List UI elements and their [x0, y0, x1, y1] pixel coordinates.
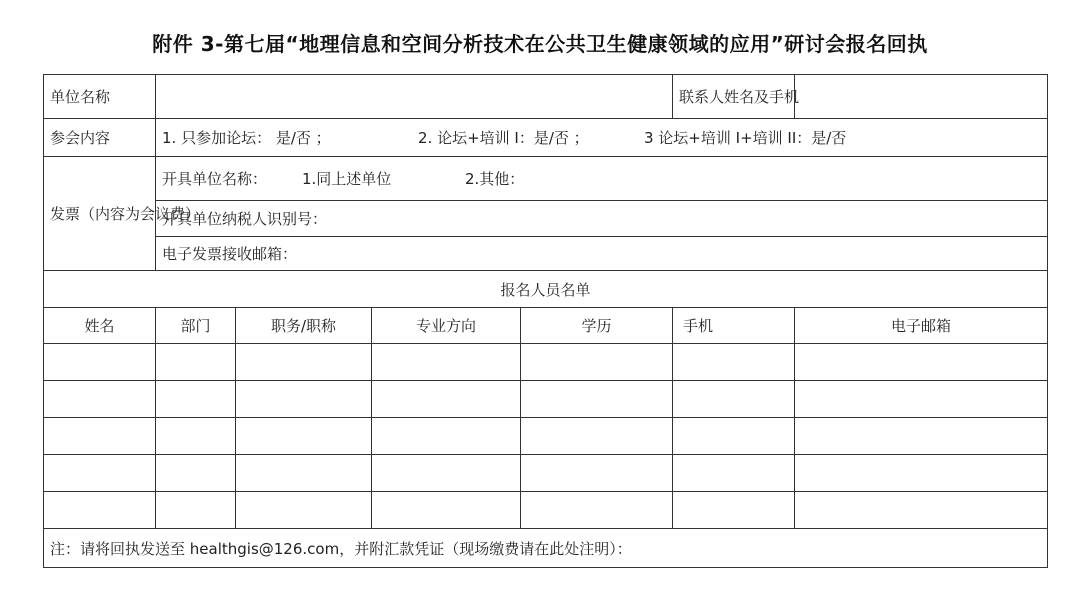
position-cell[interactable] [236, 492, 372, 529]
phone-cell[interactable] [673, 418, 795, 455]
note-row [44, 529, 1048, 568]
invoice-unit-row [44, 157, 1048, 201]
column-header-name: 姓名 [44, 308, 156, 344]
invoice-unit-option-other[interactable]: 2.其他： [465, 170, 525, 188]
column-header-position: 职务/职称 [236, 308, 372, 344]
department-cell[interactable] [156, 455, 236, 492]
invoice-unit-option-same[interactable]: 1.同上述单位 [302, 170, 392, 188]
department-cell[interactable] [156, 381, 236, 418]
unit-row [44, 75, 1048, 119]
name-cell[interactable] [44, 455, 156, 492]
note-text: 注：请将回执发送至 healthgis@126.com，并附汇款凭证（现场缴费请在此处注明）： [44, 529, 1048, 568]
attendance-row [44, 119, 1048, 157]
name-cell[interactable] [44, 418, 156, 455]
taxpayer-id-field[interactable]: 开具单位纳税人识别号： [156, 201, 1048, 237]
table-row [44, 381, 1048, 418]
specialty-cell[interactable] [372, 344, 521, 381]
form-title: 附件 3-第七届“地理信息和空间分析技术在公共卫生健康领域的应用”研讨会报名回执 [152, 32, 928, 56]
phone-cell[interactable] [673, 455, 795, 492]
table-row [44, 418, 1048, 455]
email-cell[interactable] [795, 418, 1048, 455]
specialty-cell[interactable] [372, 455, 521, 492]
phone-cell[interactable] [673, 492, 795, 529]
attendee-list-title: 报名人员名单 [44, 271, 1048, 308]
position-cell[interactable] [236, 381, 372, 418]
name-cell[interactable] [44, 381, 156, 418]
invoice-email-row [44, 237, 1048, 271]
education-cell[interactable] [521, 381, 673, 418]
attendance-option-3[interactable]: 3 论坛+培训 I+培训 II：是/否 [644, 129, 847, 147]
column-header-education: 学历 [521, 308, 673, 344]
name-cell[interactable] [44, 344, 156, 381]
specialty-cell[interactable] [372, 492, 521, 529]
education-cell[interactable] [521, 492, 673, 529]
attendee-header-row [44, 308, 1048, 344]
attendance-options[interactable] [156, 119, 1048, 157]
table-row [44, 455, 1048, 492]
specialty-cell[interactable] [372, 418, 521, 455]
column-header-phone: 手机 [673, 308, 795, 344]
invoice-unit-field[interactable] [156, 157, 1048, 201]
attendance-option-2[interactable]: 2. 论坛+培训 I：是/否 ； [418, 129, 589, 147]
table-row [44, 492, 1048, 529]
department-cell[interactable] [156, 344, 236, 381]
email-cell[interactable] [795, 381, 1048, 418]
attendance-option-1[interactable]: 1. 只参加论坛： 是/否 ； [162, 129, 331, 147]
unit-name-label: 单位名称 [44, 75, 156, 119]
name-cell[interactable] [44, 492, 156, 529]
education-cell[interactable] [521, 418, 673, 455]
phone-cell[interactable] [673, 344, 795, 381]
email-cell[interactable] [795, 455, 1048, 492]
attendance-label: 参会内容 [44, 119, 156, 157]
unit-name-field[interactable] [156, 75, 673, 119]
attendee-list-title-row [44, 271, 1048, 308]
table-row [44, 344, 1048, 381]
invoice-unit-label: 开具单位名称： [162, 170, 268, 188]
position-cell[interactable] [236, 418, 372, 455]
column-header-specialty: 专业方向 [372, 308, 521, 344]
education-cell[interactable] [521, 455, 673, 492]
invoice-email-field[interactable]: 电子发票接收邮箱： [156, 237, 1048, 271]
email-cell[interactable] [795, 344, 1048, 381]
column-header-department: 部门 [156, 308, 236, 344]
department-cell[interactable] [156, 492, 236, 529]
position-cell[interactable] [236, 455, 372, 492]
department-cell[interactable] [156, 418, 236, 455]
contact-field[interactable] [795, 75, 1048, 119]
contact-label: 联系人姓名及手机 [673, 75, 795, 119]
column-header-email: 电子邮箱 [795, 308, 1048, 344]
invoice-label: 发票（内容为会议费） [44, 157, 156, 271]
position-cell[interactable] [236, 344, 372, 381]
email-cell[interactable] [795, 492, 1048, 529]
phone-cell[interactable] [673, 381, 795, 418]
education-cell[interactable] [521, 344, 673, 381]
specialty-cell[interactable] [372, 381, 521, 418]
registration-form-table [43, 74, 1048, 568]
